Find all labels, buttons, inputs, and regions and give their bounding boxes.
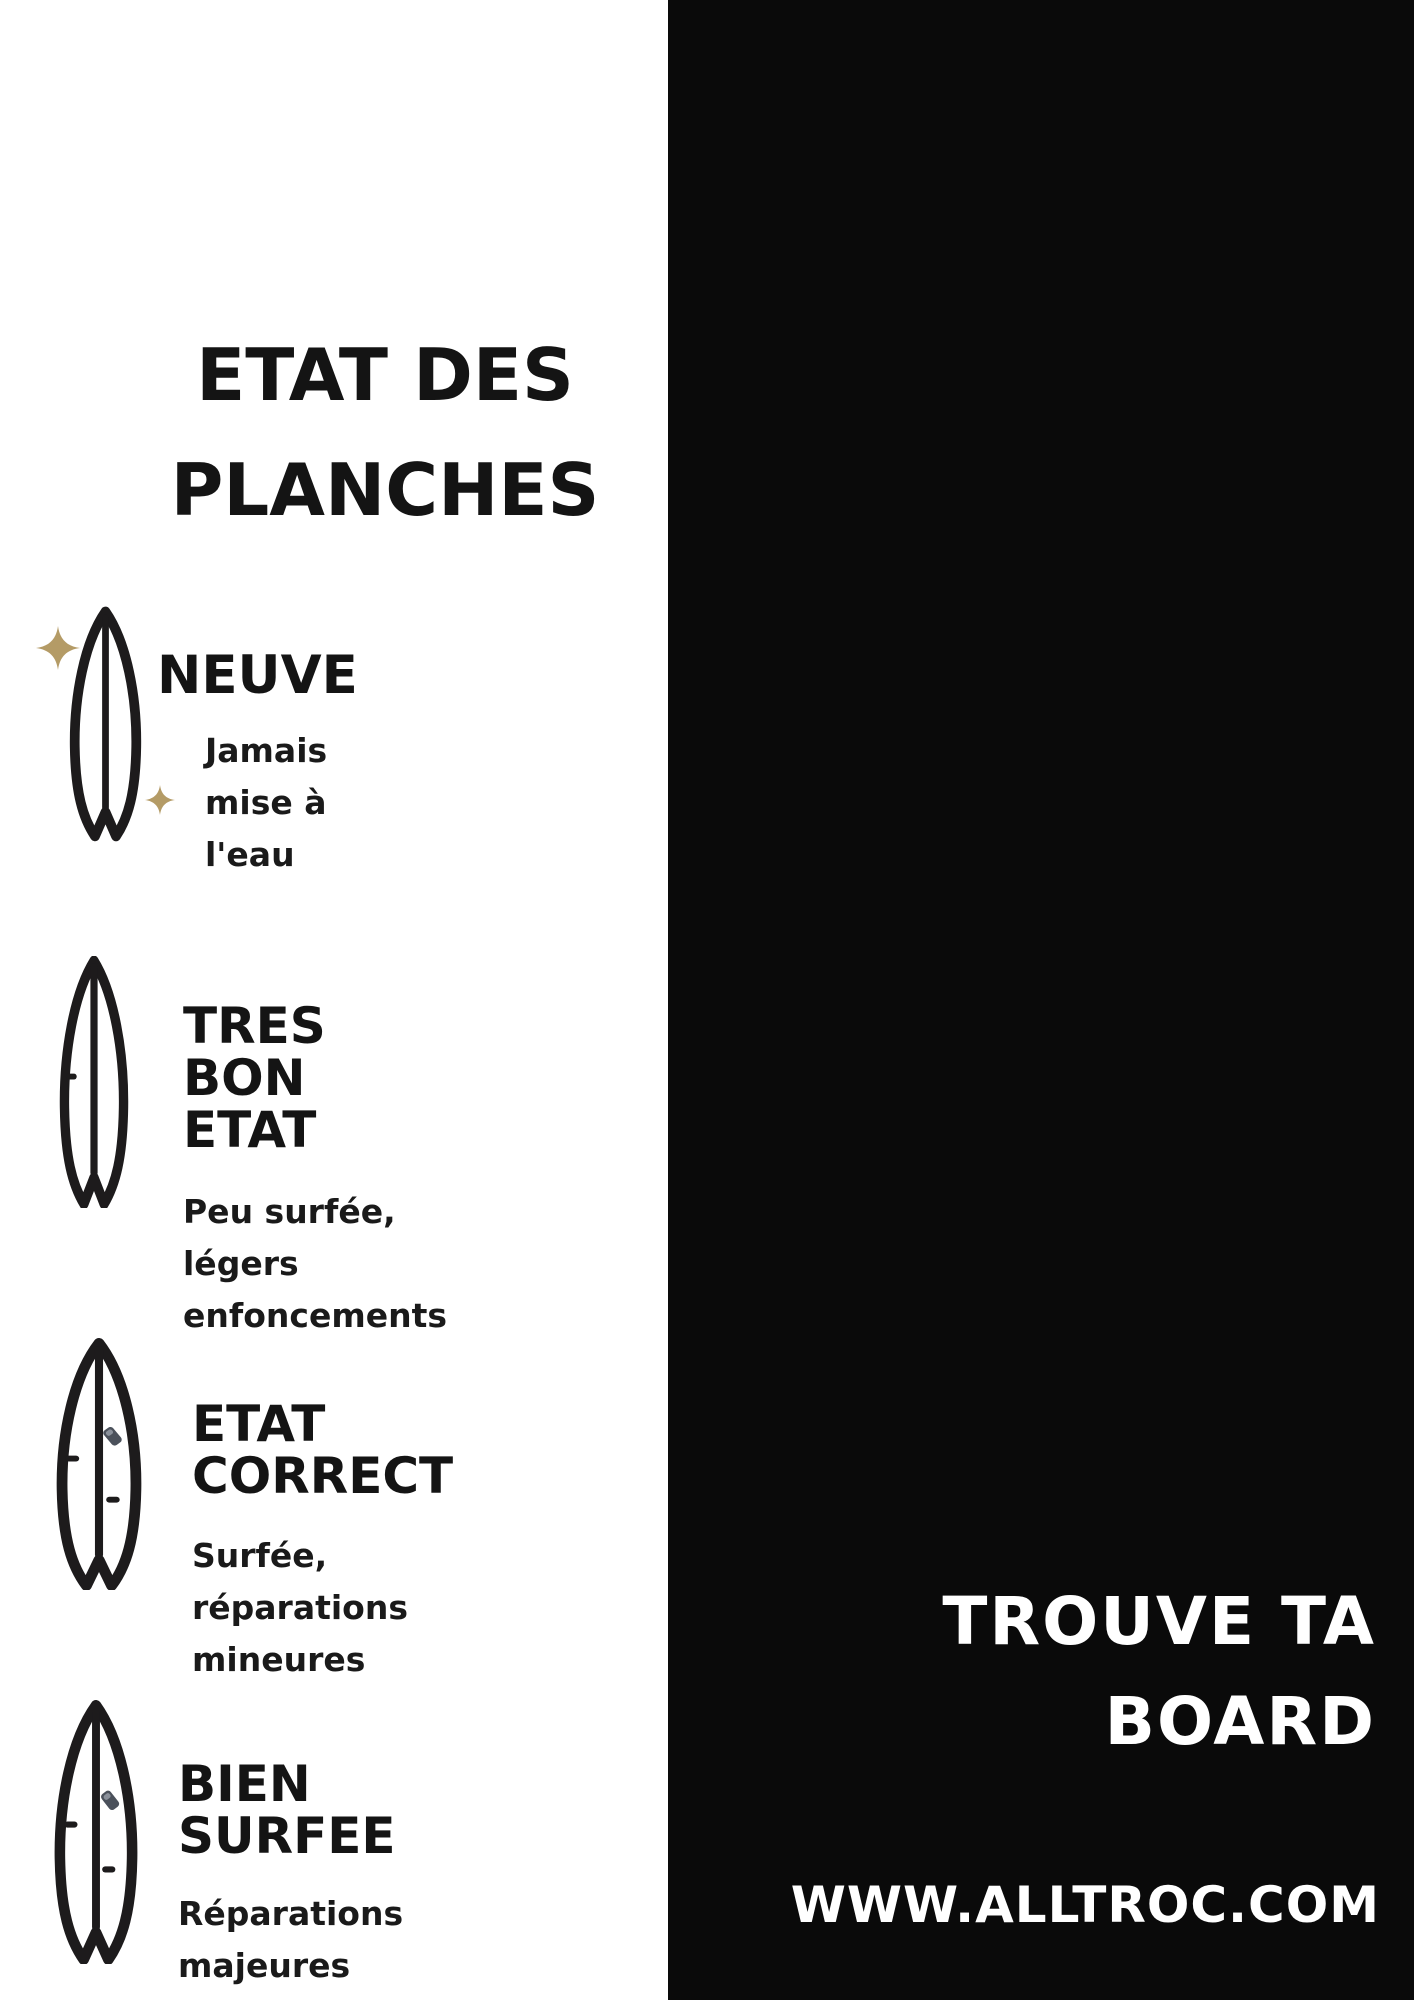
repair-patch — [102, 1426, 123, 1447]
section-etat-correct-heading: ETAT CORRECT — [192, 1395, 454, 1505]
panel-headline-line-1: TROUVE TA — [942, 1583, 1376, 1660]
page-title-line-1: ETAT DES — [196, 333, 574, 417]
surfboard-new-with-sparkles-icon — [25, 592, 175, 850]
page-title-line-2: PLANCHES — [170, 448, 600, 532]
website-url: WWW.ALLTROC.COM — [790, 1876, 1380, 1934]
section-tres-bon-etat-description: Peu surfée, légers enfoncements — [183, 1192, 448, 1335]
ding-mark — [64, 1821, 77, 1827]
section-neuve-heading: NEUVE — [157, 645, 358, 706]
ding-mark — [66, 1456, 80, 1462]
surfboard-light-dings-icon — [58, 956, 130, 1208]
ding-mark — [106, 1497, 120, 1503]
surfboard-minor-repairs-icon — [54, 1338, 144, 1590]
surfboard-major-repairs-icon — [52, 1700, 140, 1964]
section-tres-bon-etat-heading: TRES BON ETAT — [183, 997, 326, 1159]
section-neuve-description: Jamais mise à l'eau — [205, 731, 328, 875]
panel-headline — [716, 1572, 1376, 1772]
section-bien-surfee-description: Réparations majeures — [178, 1894, 404, 1985]
ding-mark — [102, 1866, 115, 1872]
panel-headline-line-2: BOARD — [1104, 1683, 1376, 1760]
section-bien-surfee-heading: BIEN SURFEE — [178, 1755, 396, 1865]
section-etat-correct-description: Surfée, réparations mineures — [192, 1536, 408, 1679]
page-title — [120, 318, 650, 548]
ding-mark — [66, 1074, 77, 1080]
repair-patch — [100, 1789, 121, 1811]
